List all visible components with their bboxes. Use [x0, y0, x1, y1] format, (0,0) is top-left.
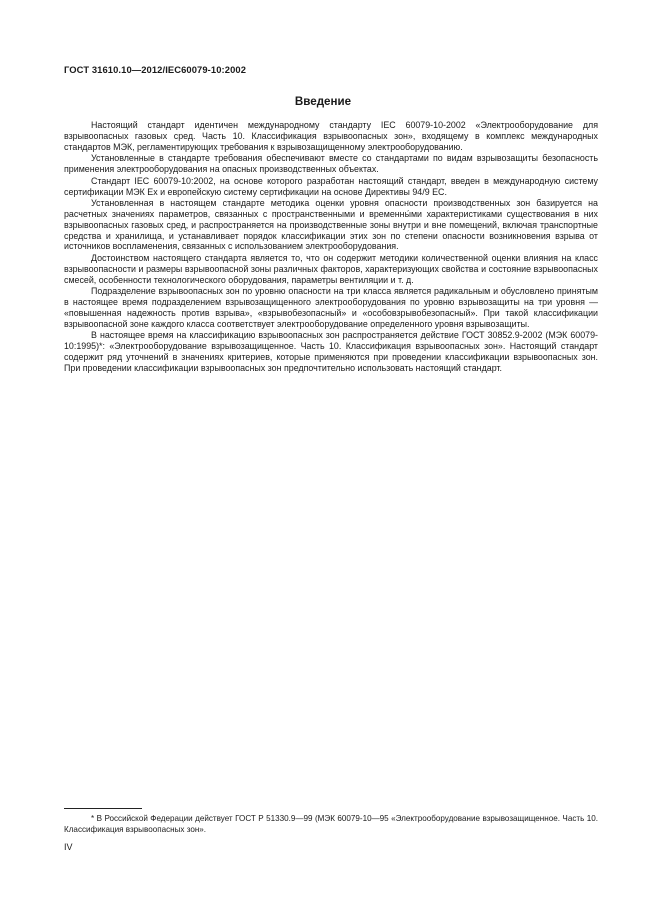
paragraph-7: В настоящее время на классификацию взрывоопасных зон распространяется действие ГОСТ 30852.9-2002 (МЭК 60079-10:1995)*: «Электрооборудование взрывозащищенное. Часть 10. Классификация взрывоопасных зон». Настоящий стандарт содержит ряд уточнений в значениях критериев, которые применяются при проведении классификации взрывоопасных зон. При проведении классификации взрывоопасных зон предпочтительно использовать настоящий стандарт.: [64, 330, 598, 373]
section-title: Введение: [294, 95, 352, 108]
introduction-body: [64, 120, 598, 374]
paragraph-4: Установленная в настоящем стандарте методика оценки уровня опасности производственных зон базируется на расчетных значениях параметров, связанных с пространственными и временны́ми характеристиками существования в них взрывоопасных газовых сред, и распространяется на производственные зоны внутри и вне помещений, включая транспортные средства и хранилища, и устанавливает порядок классификации этих зон по степени опасности возникновения взрыва от источников воспламенения, связанных с использованием электрооборудования.: [64, 198, 598, 252]
footnote: * В Российской Федерации действует ГОСТ Р 51330.9—99 (МЭК 60079-10—95 «Электрооборудование взрывозащищенное. Часть 10. Классификация взрывоопасных зон».: [64, 814, 598, 834]
paragraph-2: Установленные в стандарте требования обеспечивают вместе со стандартами по видам взрывозащиты безопасность применения электрооборудования на опасных производственных объектах.: [64, 153, 598, 174]
page-number: IV: [64, 842, 73, 852]
paragraph-3: Стандарт IEC 60079-10:2002, на основе которого разработан настоящий стандарт, введен в международную систему сертификации МЭК Ех и европейскую систему сертификации на основе Директивы 94/9 ЕС.: [64, 175, 598, 197]
paragraph-6: Подразделение взрывоопасных зон по уровню опасности на три класса является радикальным и обусловлено принятым в настоящее время подразделением взрывозащищенного электрооборудования по уровню взрывозащиты на три уровня — «повышенная надежность против взрыва», «взрывобезопасный» и «особовзрывобезопасный». При такой классификации взрывоопасной зоне каждого класса соответствует электрооборудование определенного уровня взрывозащиты.: [64, 286, 598, 329]
paragraph-5: Достоинством настоящего стандарта является то, что он содержит методики количественной оценки влияния на класс взрывоопасности и размеры взрывоопасной зоны различных факторов, характеризующих свойства и состояние взрывоопасных смесей, особенности технологического оборудования, параметры вентиляции и т. д.: [64, 253, 598, 285]
paragraph-1: Настоящий стандарт идентичен международному стандарту IEC 60079-10-2002 «Электрооборудование для взрывоопасных газовых сред. Часть 10. Классификация взрывоопасных зон», входящему в комплекс международных стандартов МЭК, регламентирующих требования к взрывозащищенному электрооборудованию.: [64, 120, 598, 152]
document-header: ГОСТ 31610.10—2012/IEC60079-10:2002: [64, 64, 247, 75]
footnote-divider: [64, 808, 142, 809]
